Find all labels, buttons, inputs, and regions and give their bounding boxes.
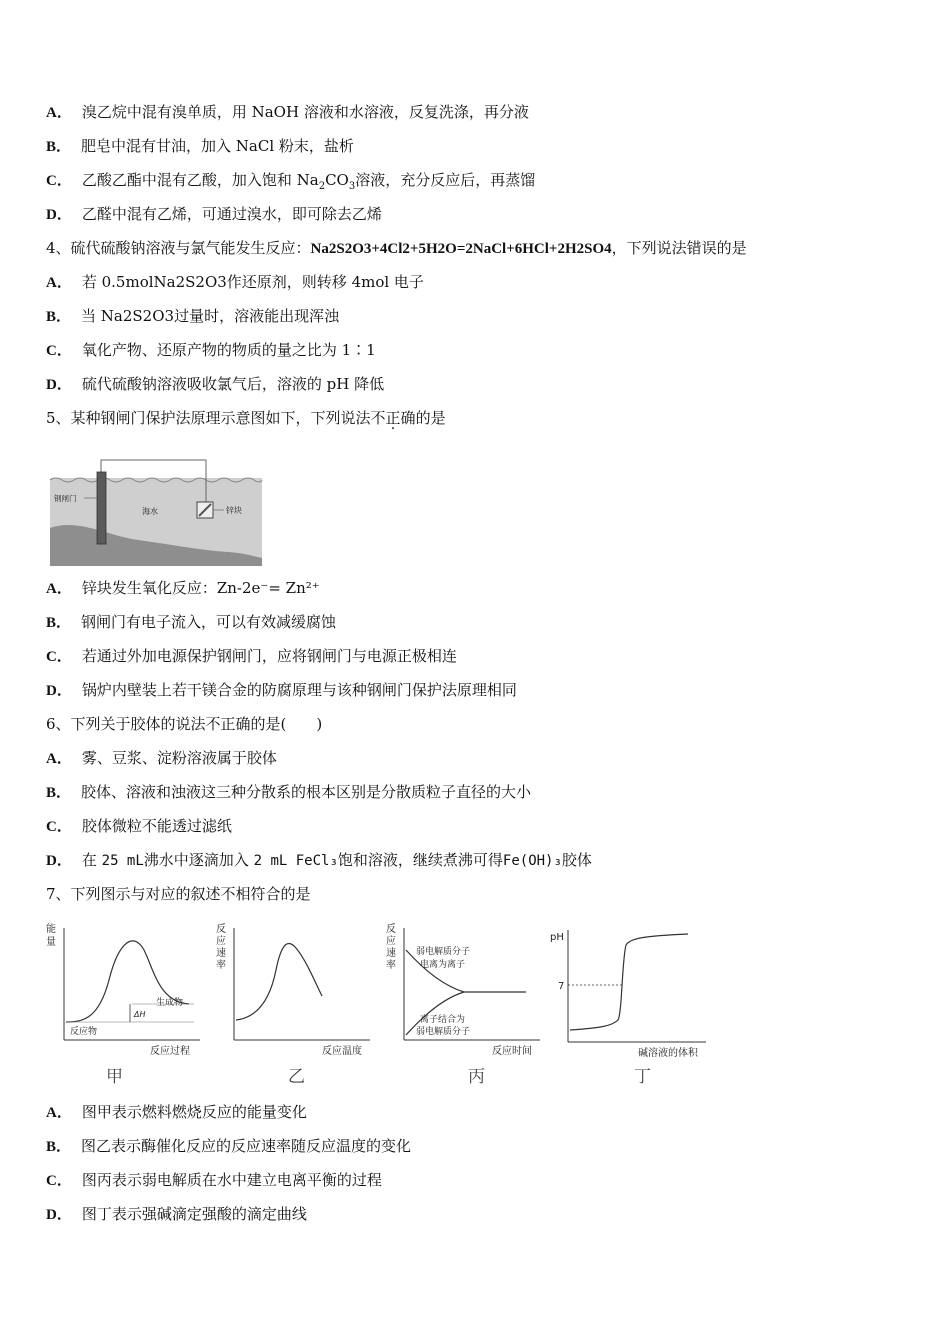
svg-text:率: 率	[216, 960, 226, 971]
q6-option-a: A． 雾、豆浆、淀粉溶液属于胶体	[46, 749, 277, 767]
ding-y-label: pH	[550, 932, 564, 943]
q4-option-a: A． 若 0.5molNa2S2O3作还原剂，则转移 4mol 电子	[46, 273, 424, 291]
q5-option-a: A． 锌块发生氧化反应：Zn-2e⁻= Zn²⁺	[46, 579, 320, 597]
q7-option-a: A． 图甲表示燃料燃烧反应的能量变化	[46, 1103, 307, 1121]
svg-text:应: 应	[216, 936, 226, 947]
q7-option-b: B． 图乙表示酶催化反应的反应速率随反应温度的变化	[46, 1137, 412, 1155]
q5-option-d: D． 锅炉内壁装上若干镁合金的防腐原理与该种钢闸门保护法原理相同	[46, 681, 517, 699]
bing-x-label: 反应时间	[492, 1046, 532, 1057]
q4-option-c: C． 氧化产物、还原产物的物质的量之比为 1∶1	[46, 341, 376, 359]
graph-bing	[384, 920, 544, 1060]
svg-text:速: 速	[216, 948, 226, 959]
zinc-label: 锌块	[226, 506, 242, 515]
jia-x-label: 反应过程	[150, 1046, 190, 1057]
q7-stem: 7、下列图示与对应的叙述不相符合的是	[46, 885, 311, 903]
q3-option-a: A． 溴乙烷中混有溴单质，用 NaOH 溶液和水溶液，反复洗涤，再分液	[46, 103, 529, 121]
q6-stem: 6、下列关于胶体的说法不正确的是( )	[46, 715, 323, 733]
svg-text:应: 应	[386, 936, 396, 947]
q5-option-c: C． 若通过外加电源保护钢闸门，应将钢闸门与电源正极相连	[46, 647, 457, 665]
q4-option-d: D． 硫代硫酸钠溶液吸收氯气后，溶液的 pH 降低	[46, 375, 385, 393]
caption-jia: 甲	[106, 1067, 123, 1087]
jia-reactant: 反应物	[70, 1027, 98, 1037]
graph-ding	[550, 920, 710, 1060]
q7-option-d: D． 图丁表示强碱滴定强酸的滴定曲线	[46, 1205, 307, 1223]
ding-seven: 7	[558, 981, 565, 992]
bing-upper-1: 弱电解质分子	[416, 947, 471, 957]
q4-equation: Na2S2O3+4Cl2+5H2O=2NaCl+6HCl+2H2SO4	[310, 241, 612, 257]
water-label: 海水	[142, 507, 158, 516]
bing-lower-2: 弱电解质分子	[416, 1027, 471, 1037]
caption-ding: 丁	[634, 1067, 651, 1087]
bing-upper-2: 电离为离子	[420, 960, 466, 970]
bing-lower-1: 离子结合为	[420, 1015, 466, 1025]
q6-option-b: B． 胶体、溶液和浊液这三种分散系的根本区别是分散质粒子直径的大小	[46, 783, 532, 801]
yi-x-label: 反应温度	[322, 1046, 362, 1057]
q5-stem: 5、某种钢闸门保护法原理示意图如下，下列说法不正确的是	[46, 409, 446, 427]
q6-option-c: C． 胶体微粒不能透过滤纸	[46, 817, 232, 835]
graph-yi	[214, 920, 374, 1060]
q3-option-c: C． 乙酸乙酯中混有乙酸，加入饱和 $Na_2CO_3$溶液，充分反应后，再蒸馏	[46, 171, 536, 192]
q4-stem: 4、硫代硫酸钠溶液与氯气能发生反应：Na2S2O3+4Cl2+5H2O=2NaCl+6HCl+2H2SO4，下列说法错误的是	[46, 239, 747, 257]
graph-jia	[44, 920, 204, 1060]
jia-product: 生成物	[156, 998, 184, 1008]
caption-yi: 乙	[288, 1067, 305, 1087]
q4-option-b: B． 当 Na2S2O3过量时，溶液能出现浑浊	[46, 307, 340, 325]
svg-text:率: 率	[386, 960, 396, 971]
q3-option-d: D． 乙醛中混有乙烯，可通过溴水，即可除去乙烯	[46, 205, 382, 223]
q3-option-b: B． 肥皂中混有甘油，加入 NaCl 粉末，盐析	[46, 137, 354, 155]
svg-text:速: 速	[386, 948, 396, 959]
jia-y-label-2: 量	[46, 937, 56, 948]
q5-option-b: B． 钢闸门有电子流入，可以有效减缓腐蚀	[46, 613, 337, 631]
jia-dh: ΔH	[134, 1010, 146, 1019]
ding-x-label: 碱溶液的体积	[638, 1048, 698, 1059]
steel-gate-diagram	[48, 458, 266, 568]
gate-label: 钢闸门	[54, 494, 77, 503]
jia-y-label-1: 能	[46, 924, 56, 935]
caption-bing: 丙	[468, 1067, 485, 1087]
q6-option-d: D． 在 25 mL沸水中逐滴加入 2 mL FeCl₃饱和溶液，继续煮沸可得Fe(OH)₃胶体	[46, 851, 592, 869]
q7-option-c: C． 图丙表示弱电解质在水中建立电离平衡的过程	[46, 1171, 382, 1189]
svg-text:反: 反	[386, 924, 396, 935]
svg-text:反: 反	[216, 924, 226, 935]
